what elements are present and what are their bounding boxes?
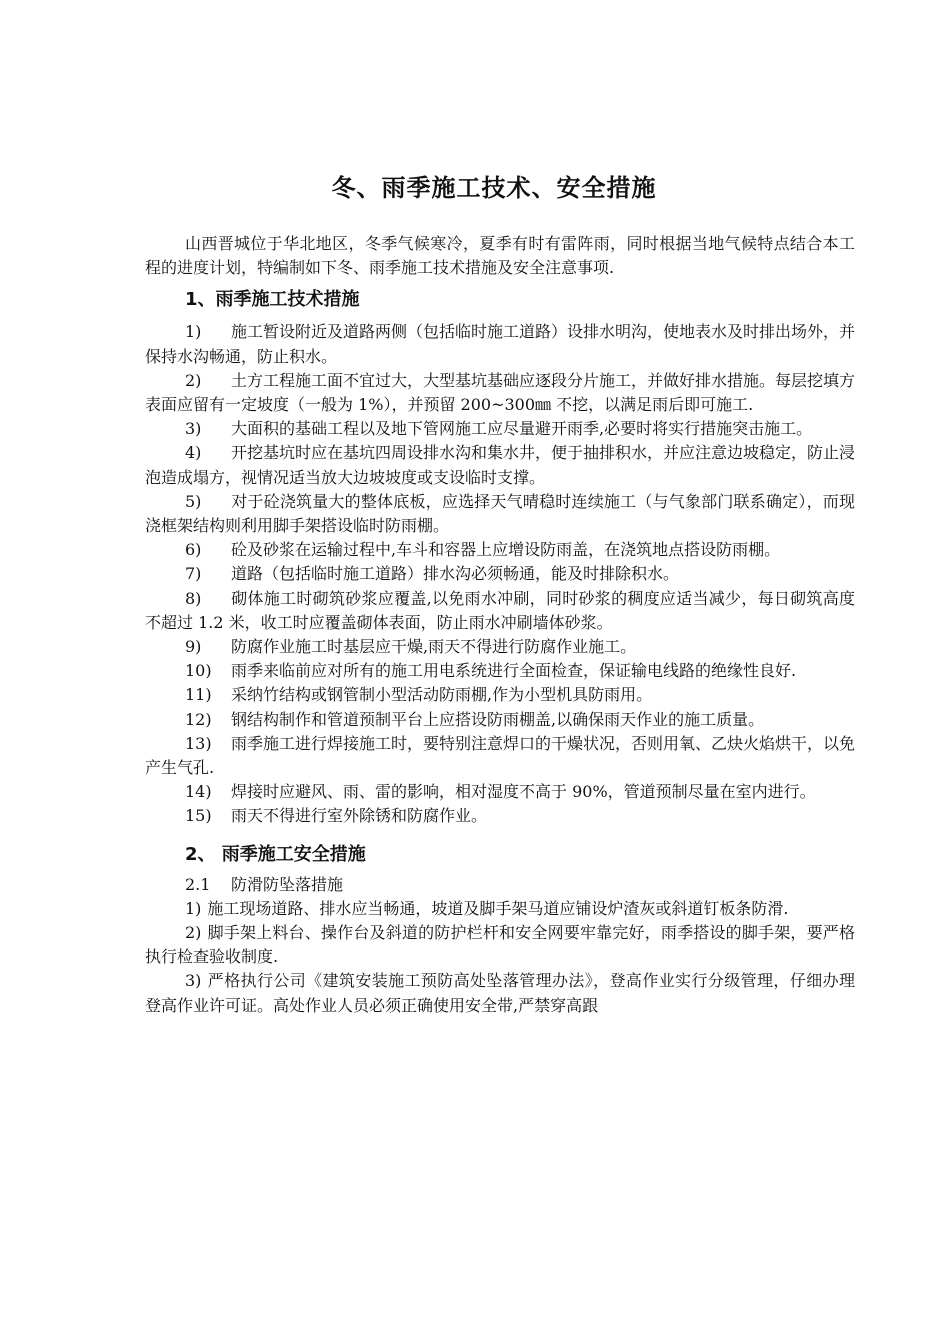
list-item [145,635,855,659]
section-2-heading: 2、 雨季施工安全措施 [185,843,366,865]
item-number: 6) [185,540,202,560]
document-body [145,232,855,1018]
item-number: 2) [185,923,202,943]
item-text: 道路（包括临时施工道路）排水沟必须畅通，能及时排除积水。 [231,564,680,584]
list-item [145,921,855,969]
item-number: 8) [185,588,202,608]
list-item [145,369,855,417]
section-2-list [145,897,855,1018]
item-text: 施工现场道路、排水应当畅通，坡道及脚手架马道应铺设炉渣灰或斜道钉板条防滑. [207,898,789,918]
subsection-title: 防滑防坠落措施 [231,874,344,894]
item-text: 焊接时应避风、雨、雷的影响，相对湿度不高于 90%，管道预制尽量在室内进行。 [231,782,816,802]
item-text: 钢结构制作和管道预制平台上应搭设防雨棚盖,以确保雨天作业的施工质量。 [231,709,765,729]
item-number: 9) [185,637,202,657]
item-text: 脚手架上料台、操作台及斜道的防护栏杆和安全网要牢靠完好，雨季搭设的脚手架，要严格执行检查验收制度. [145,923,855,967]
item-text: 采纳竹结构或钢管制小型活动防雨棚,作为小型机具防雨用。 [231,685,653,705]
item-text: 砌体施工时砌筑砂浆应覆盖,以免雨水冲刷，同时砂浆的稠度应适当减少，每日砌筑高度不超过 1.2 米，收工时应覆盖砌体表面，防止雨水冲刷墙体砂浆。 [145,588,855,632]
item-number: 5) [185,491,202,511]
item-number: 11) [185,685,212,705]
item-number: 1) [185,898,202,918]
list-item [145,780,855,804]
subsection-heading [145,873,855,897]
intro-paragraph: 山西晋城位于华北地区，冬季气候寒冷，夏季有时有雷阵雨，同时根据当地气候特点结合本工程的进度计划，特编制如下冬、雨季施工技术措施及安全注意事项. [145,234,855,278]
item-number: 3) [185,419,202,439]
item-text: 对于砼浇筑量大的整体底板，应选择天气晴稳时连续施工（与气象部门联系确定），而现浇框架结构则利用脚手架搭设临时防雨棚。 [145,491,855,536]
list-item [145,587,855,635]
list-item [145,538,855,562]
item-text: 施工暂设附近及道路两侧（包括临时施工道路）设排水明沟，使地表水及时排出场外，并保持水沟畅通，防止积水。 [145,322,856,366]
section-1-heading: 1、雨季施工技术措施 [185,289,360,311]
item-text: 雨季施工进行焊接施工时，要特别注意焊口的干燥状况，否则用氧、乙炔火焰烘干，以免产生气孔. [145,733,856,778]
item-text: 砼及砂浆在运输过程中,车斗和容器上应增设防雨盖，在浇筑地点搭设防雨棚。 [231,540,781,560]
list-item [145,969,855,1017]
list-item [145,441,855,489]
list-item [145,804,855,828]
item-number: 14) [185,782,212,802]
item-text: 雨天不得进行室外除锈和防腐作业。 [231,806,488,826]
item-text: 土方工程施工面不宜过大，大型基坑基础应逐段分片施工，并做好排水措施。每层挖填方表面应留有一定坡度（一般为 1%），并预留 200~300㎜ 不挖，以满足雨后即可施工. [145,370,856,415]
item-number: 12) [185,709,212,729]
item-text: 大面积的基础工程以及地下管网施工应尽量避开雨季,必要时将实行措施突击施工。 [231,419,813,439]
item-text: 雨季来临前应对所有的施工用电系统进行全面检查，保证输电线路的绝缘性良好. [231,661,797,681]
item-number: 13) [185,733,212,753]
list-item [145,490,855,538]
item-number: 4) [185,443,202,463]
list-item [145,320,855,368]
list-item [145,732,855,780]
list-item [145,417,855,441]
item-text: 严格执行公司《建筑安装施工预防高处坠落管理办法》，登高作业实行分级管理，仔细办理登高作业许可证。高处作业人员必须正确使用安全带,严禁穿高跟 [145,971,855,1015]
list-item [145,897,855,921]
document-title: 冬、雨季施工技术、安全措施 [331,174,657,202]
item-number: 1) [185,322,202,342]
item-number: 2) [185,370,202,390]
list-item [145,562,855,586]
item-text: 防腐作业施工时基层应干燥,雨天不得进行防腐作业施工。 [231,637,637,657]
list-item [145,683,855,707]
subsection-number: 2.1 [185,874,211,894]
item-text: 开挖基坑时应在基坑四周设排水沟和集水井，便于抽排积水，并应注意边坡稳定，防止浸泡造成塌方，视情况适当放大边坡坡度或支设临时支撑。 [145,443,856,487]
list-item [145,659,855,683]
list-item [145,708,855,732]
section-1-list [145,320,855,828]
item-number: 15) [185,806,212,826]
item-number: 3) [185,971,202,991]
item-number: 7) [185,564,202,584]
item-number: 10) [185,661,212,681]
